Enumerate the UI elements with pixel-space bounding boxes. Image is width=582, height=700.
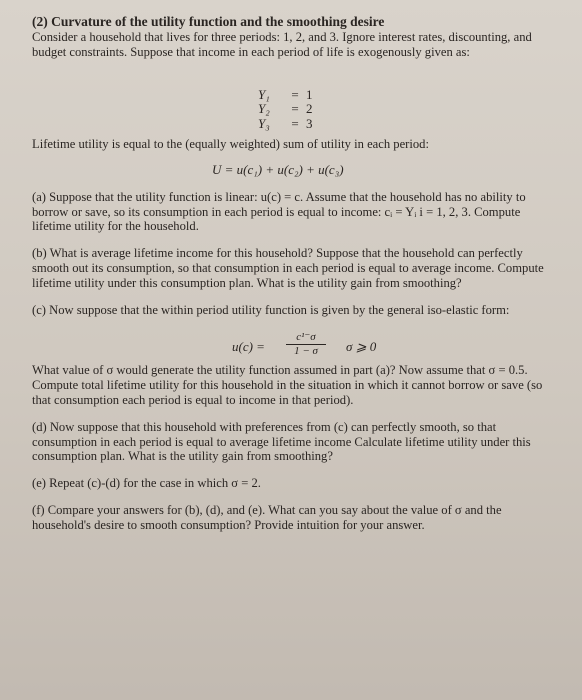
equals-sign: = [291,86,299,102]
part-c-continued: What value of σ would generate the utility function assumed in part (a)? Now assume that σ = 0.5. Compute total lifetime utility for this household in the situation in which it cannot borrow or save (so that consumption each period is equal to income in that period). [32,363,543,408]
income-value: 3 [306,115,313,131]
part-c: (c) Now suppose that the within period utility function is given by the general iso-elastic form: [32,302,510,317]
formula-condition: σ ⩾ 0 [346,339,377,355]
income-row-1 [258,88,562,103]
income-value: 2 [306,101,313,117]
formula-denominator: 1 − σ [294,345,318,358]
formula-numerator: c¹⁻σ [286,331,326,345]
equals-sign: = [291,101,299,117]
formula-fraction [286,331,326,358]
equals-sign: = [291,115,299,131]
income-lhs: Y₁ [258,86,270,102]
income-row-2 [258,102,562,117]
section-heading: (2) Curvature of the utility function and the smoothing desire [32,14,385,29]
part-b: (b) What is average lifetime income for this household? Suppose that the household can perfectly smooth out its consumption, so that consumption in each period is equal to average income. Compute lifetime utility under this consumption plan. What is the utility gain from smoothing? [32,246,544,290]
part-a: (a) Suppose that the utility function is linear: u(c) = c. Assume that the household has no ability to borrow or save, so its consumption in each period is equal to income: cᵢ = Yᵢ i = 1, 2, 3. Compute lifetime utility for the household. [32,189,526,234]
income-lhs: Y₂ [258,101,270,117]
part-e: (e) Repeat (c)-(d) for the case in which σ = 2. [32,476,261,491]
iso-elastic-formula [232,331,562,359]
utility-equation: U = u(c₁) + u(c₂) + u(c₃) [212,161,344,177]
part-d: (d) Now suppose that this household with preferences from (c) can perfectly smooth, so that consumption in each period is equal to average lifetime income Calculate lifetime utility under this consumption plan. What is the utility gain from smoothing? [32,419,531,464]
income-row-3 [258,117,562,132]
intro-paragraph: Consider a household that lives for three periods: 1, 2, and 3. Ignore interest rates, discounting, and budget constraints. Suppose that income in each period of life is exogenously given as: [32,30,532,59]
income-lhs: Y₃ [258,115,270,131]
part-f: (f) Compare your answers for (b), (d), and (e). What can you say about the value of σ and the household's desire to smooth consumption? Provide intuition for your answer. [32,503,502,532]
income-equations [258,88,562,132]
formula-lhs: u(c) = [232,339,265,355]
income-value: 1 [306,86,313,102]
lifetime-utility-text: Lifetime utility is equal to the (equally weighted) sum of utility in each period: [32,137,429,152]
